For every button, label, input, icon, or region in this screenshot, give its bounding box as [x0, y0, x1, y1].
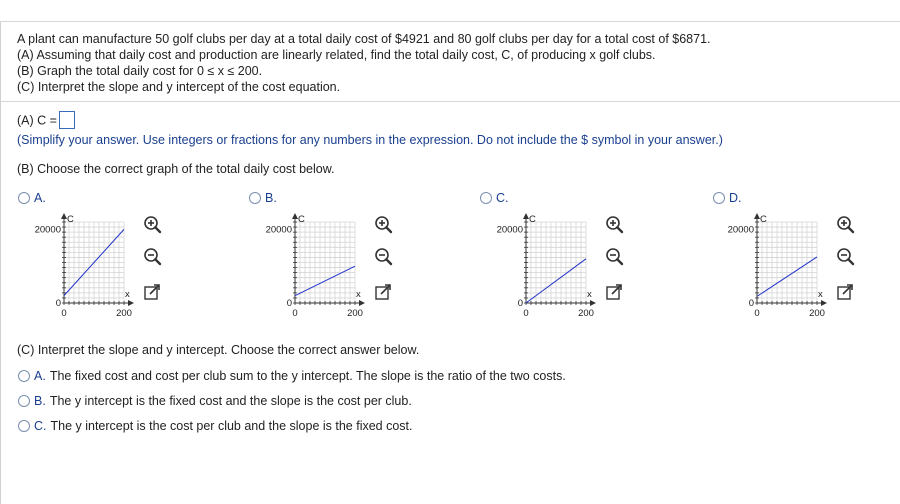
section-divider — [0, 101, 900, 102]
interpret-c-letter: C. — [34, 419, 47, 433]
graph-b — [253, 210, 373, 325]
option-d-letter: D. — [729, 191, 742, 205]
graph-a-y-zero-label: 0 — [55, 298, 61, 309]
problem-line-3: (B) Graph the total daily cost for 0 ≤ x ≤ 200. — [17, 64, 263, 78]
graph-a-zoom-in-icon[interactable] — [141, 214, 163, 236]
graph-c-zoom-out-icon[interactable] — [603, 246, 625, 268]
part-a-prefix: (A) C = — [17, 113, 57, 128]
graph-c-x-zero-label: 0 — [523, 308, 529, 319]
graph-b-zoom-in-icon[interactable] — [372, 214, 394, 236]
graph-b-y-tick-label: 20000 — [265, 224, 292, 236]
graph-b-x-arrow — [359, 300, 365, 306]
graph-c-y-label: C — [529, 214, 536, 225]
option-b-letter: B. — [265, 191, 277, 205]
interpret-c-text: The y intercept is the cost per club and the slope is the fixed cost. — [50, 419, 413, 433]
graph-c-x-arrow — [590, 300, 596, 306]
graph-d-x-arrow — [821, 300, 827, 306]
radio-c-c[interactable] — [18, 420, 30, 432]
graph-b-expand-icon[interactable] — [372, 281, 394, 303]
interpret-option-b[interactable] — [18, 394, 412, 408]
radio-d[interactable] — [713, 192, 725, 204]
radio-b[interactable] — [249, 192, 261, 204]
interpret-b-text: The y intercept is the fixed cost and the slope is the cost per club. — [49, 394, 412, 408]
graph-a-svg — [22, 210, 142, 322]
graph-a — [22, 210, 142, 325]
graph-c-x-label: x — [587, 289, 592, 300]
radio-c-b[interactable] — [18, 395, 30, 407]
graph-d-y-tick-label: 20000 — [727, 224, 754, 236]
graph-option-b[interactable] — [249, 191, 277, 205]
graph-c-expand-icon[interactable] — [603, 281, 625, 303]
graph-d-expand-icon[interactable] — [834, 281, 856, 303]
option-a-letter: A. — [34, 191, 46, 205]
graph-b-x-tick-label: 200 — [347, 308, 363, 319]
radio-a[interactable] — [18, 192, 30, 204]
graph-d-y-zero-label: 0 — [748, 298, 754, 309]
interpret-a-text: The fixed cost and cost per club sum to the y intercept. The slope is the ratio of the two costs. — [49, 369, 566, 383]
graph-a-x-tick-label: 200 — [116, 308, 132, 319]
graph-b-y-label: C — [298, 214, 305, 225]
graph-d-x-label: x — [818, 289, 823, 300]
graph-d-y-label: C — [760, 214, 767, 225]
graph-d-svg — [715, 210, 835, 322]
graph-c — [484, 210, 604, 325]
interpret-option-a[interactable] — [18, 369, 566, 383]
graph-d-zoom-in-icon[interactable] — [834, 214, 856, 236]
graph-a-zoom-out-icon[interactable] — [141, 246, 163, 268]
graph-b-x-zero-label: 0 — [292, 308, 298, 319]
interpret-a-letter: A. — [34, 369, 46, 383]
graph-d — [715, 210, 835, 325]
graph-a-y-label: C — [67, 214, 74, 225]
part-b-prompt: (B) Choose the correct graph of the total daily cost below. — [17, 162, 335, 176]
graph-c-y-tick-label: 20000 — [496, 224, 523, 236]
answer-input-box[interactable] — [59, 111, 75, 129]
graph-b-y-zero-label: 0 — [286, 298, 292, 309]
graph-a-x-zero-label: 0 — [61, 308, 67, 319]
radio-c[interactable] — [480, 192, 492, 204]
graph-option-c[interactable] — [480, 191, 509, 205]
graph-a-x-label: x — [125, 289, 130, 300]
graph-option-a[interactable] — [18, 191, 46, 205]
problem-line-4: (C) Interpret the slope and y intercept of the cost equation. — [17, 80, 341, 94]
graph-d-x-tick-label: 200 — [809, 308, 825, 319]
graph-b-zoom-out-icon[interactable] — [372, 246, 394, 268]
interpret-b-letter: B. — [34, 394, 46, 408]
graph-c-zoom-in-icon[interactable] — [603, 214, 625, 236]
graph-b-svg — [253, 210, 373, 322]
option-c-letter: C. — [496, 191, 509, 205]
graph-c-grid — [526, 222, 586, 303]
graph-c-y-zero-label: 0 — [517, 298, 523, 309]
problem-line-2: (A) Assuming that daily cost and production are linearly related, find the total daily cost, C, of producing x golf clubs. — [17, 48, 656, 62]
radio-c-a[interactable] — [18, 370, 30, 382]
graph-b-x-label: x — [356, 289, 361, 300]
graph-c-svg — [484, 210, 604, 322]
graph-a-expand-icon[interactable] — [141, 281, 163, 303]
left-border — [0, 22, 1, 504]
top-divider — [0, 21, 900, 22]
part-a-row — [17, 112, 75, 130]
graph-a-y-tick-label: 20000 — [34, 224, 61, 236]
graph-d-x-zero-label: 0 — [754, 308, 760, 319]
graph-c-x-tick-label: 200 — [578, 308, 594, 319]
part-a-hint: (Simplify your answer. Use integers or fractions for any numbers in the expression. Do not include the $ symbol in your answer.) — [17, 133, 723, 147]
graph-a-x-arrow — [128, 300, 134, 306]
graph-d-zoom-out-icon[interactable] — [834, 246, 856, 268]
part-c-prompt: (C) Interpret the slope and y intercept. Choose the correct answer below. — [17, 343, 420, 357]
graph-option-d[interactable] — [713, 191, 742, 205]
interpret-option-c[interactable] — [18, 419, 413, 433]
problem-line-1: A plant can manufacture 50 golf clubs per day at a total daily cost of $4921 and 80 golf clubs per day for a total cost of $6871. — [17, 32, 711, 46]
